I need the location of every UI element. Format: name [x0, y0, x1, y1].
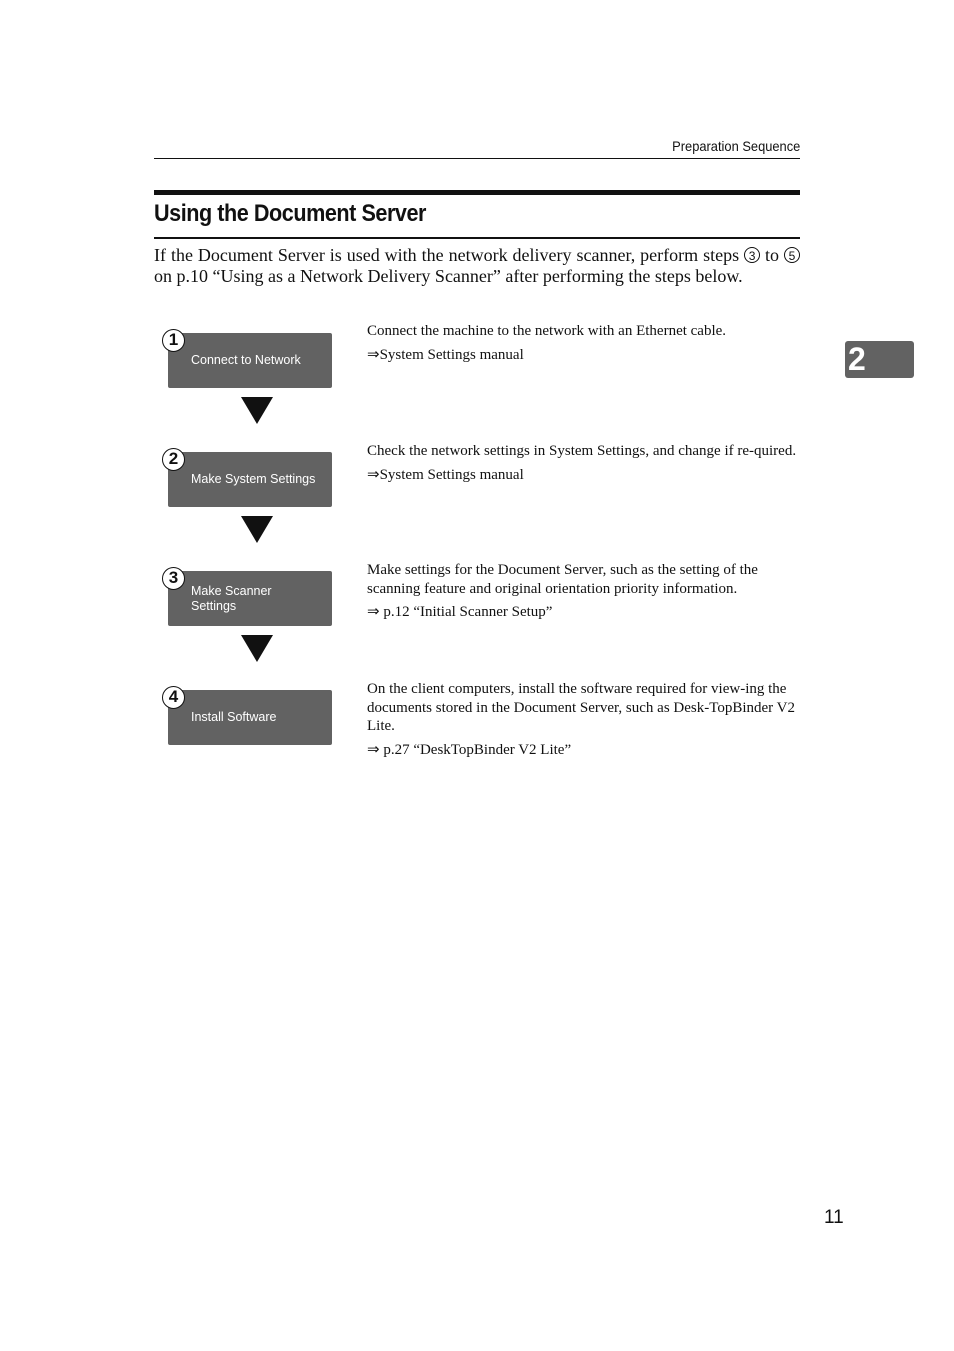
step-description-text: Make settings for the Document Server, such as the setting of the scanning feature and original orientation priority information.	[367, 562, 758, 597]
step-end-marker: 5	[784, 247, 800, 263]
step-reference: ⇒ p.27 “DeskTopBinder V2 Lite”	[367, 741, 572, 758]
flow-arrow-down	[241, 516, 273, 543]
step-box-make-scanner-settings	[168, 571, 332, 626]
step-reference: ⇒ p.12 “Initial Scanner Setup”	[367, 604, 553, 620]
step-number-badge: 2	[162, 448, 185, 471]
step-description	[367, 561, 799, 622]
step-description-text: Connect the machine to the network with an Ethernet cable.	[367, 323, 727, 339]
step-reference: ⇒System Settings manual	[367, 466, 524, 483]
chapter-number: 2	[848, 341, 866, 377]
title-rule-top	[154, 190, 800, 195]
step-description-text: Check the network settings in System Settings, and change if re-quired.	[367, 443, 797, 459]
step-start-marker: 3	[744, 247, 760, 263]
step-box-make-system-settings	[168, 452, 332, 507]
intro-text-3: on p.10 “Using as a Network Delivery Scanner” after performing the steps below.	[154, 266, 743, 286]
step-description-text: On the client computers, install the software required for view-ing the documents stored in the Document Server, such as Desk-TopBinder V2 Lite.	[367, 681, 795, 734]
section-title: Using the Document Server	[154, 200, 427, 227]
step-label: Install Software	[191, 710, 277, 724]
intro-text-2: to	[760, 245, 784, 265]
chapter-tab	[845, 341, 914, 378]
step-description	[367, 680, 799, 759]
header-rule	[154, 158, 800, 159]
step-number-badge: 1	[162, 329, 185, 352]
page-number: 11	[824, 1207, 844, 1228]
step-label: Connect to Network	[191, 353, 301, 367]
step-number-badge: 3	[162, 567, 185, 590]
flow-arrow-down	[241, 397, 273, 424]
step-number-badge: 4	[162, 686, 185, 709]
intro-paragraph	[154, 245, 800, 287]
step-description	[367, 442, 799, 484]
step-reference: ⇒System Settings manual	[367, 346, 524, 363]
step-box-connect-to-network	[168, 333, 332, 388]
running-header-title: Preparation Sequence	[671, 138, 800, 154]
flow-arrow-down	[241, 635, 273, 662]
step-label: Make Scanner Settings	[191, 583, 272, 613]
step-label: Make System Settings	[191, 472, 316, 486]
title-rule-bottom	[154, 237, 800, 239]
step-box-install-software	[168, 690, 332, 745]
intro-text-1: If the Document Server is used with the network delivery scanner, perform steps	[154, 245, 745, 265]
step-description	[367, 322, 799, 364]
